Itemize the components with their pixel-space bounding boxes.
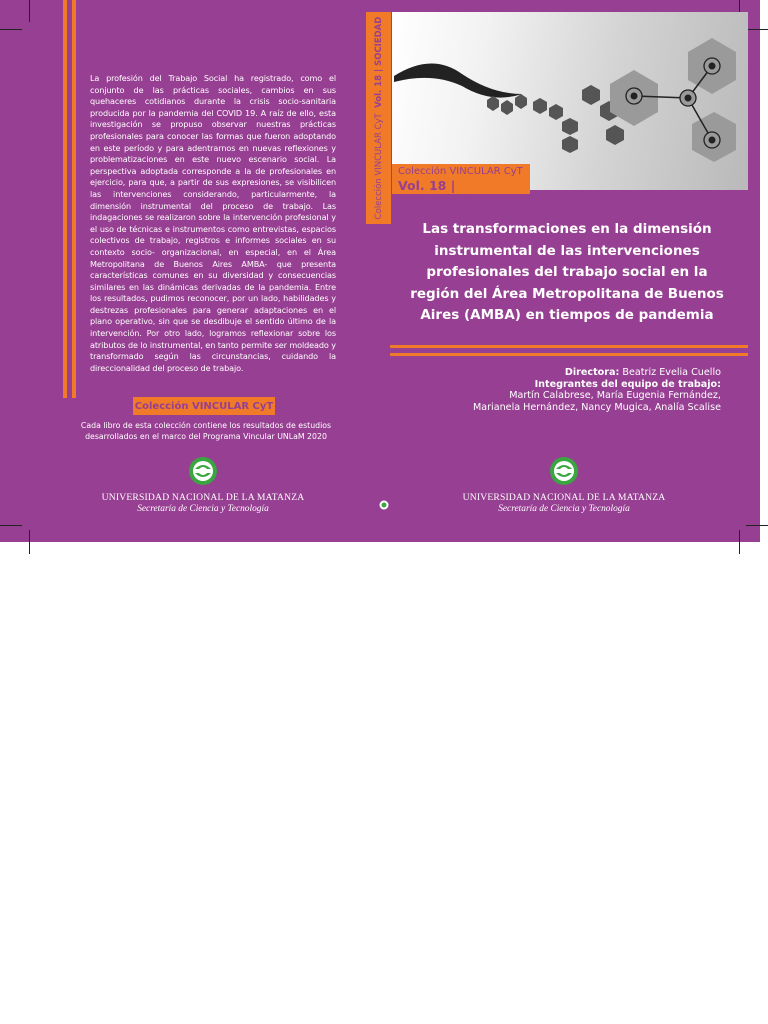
university-name: UNIVERSIDAD NACIONAL DE LA MATANZA bbox=[462, 492, 666, 503]
team-label: Integrantes del equipo de trabajo: bbox=[534, 378, 721, 390]
spine-volume: Vol. 18 | SOCIEDAD bbox=[374, 16, 384, 108]
crop-mark bbox=[29, 530, 30, 554]
title-line: Aires (AMBA) en tiempos de pandemia bbox=[420, 307, 714, 323]
orange-stripe bbox=[72, 0, 76, 398]
team-members-line: Marianela Hernández, Nancy Mugica, Analía Scalise bbox=[472, 402, 721, 414]
title-line: profesionales del trabajo social en la bbox=[426, 264, 708, 280]
crop-mark bbox=[0, 29, 22, 30]
bleed-strip bbox=[0, 0, 8, 542]
team-members-line: Martín Calabrese, María Eugenia Fernández, bbox=[509, 390, 721, 402]
title-line: región del Área Metropolitana de Buenos bbox=[410, 285, 724, 302]
volume-badge-volume: Vol. 18 | SOCIEDAD bbox=[398, 178, 471, 208]
crop-mark bbox=[746, 525, 768, 526]
director-label: Directora: bbox=[564, 367, 620, 378]
collection-description-line: Cada libro de esta colección contiene los resultados de estudios bbox=[80, 421, 332, 430]
director-name: Beatriz Evelia Cuello bbox=[622, 367, 721, 378]
spine-text bbox=[374, 17, 384, 220]
collection-badge: Colección VINCULAR CyT bbox=[133, 397, 275, 415]
title-line: Las transformaciones en la dimensión bbox=[422, 221, 712, 237]
crop-mark bbox=[0, 525, 22, 526]
university-logo-icon bbox=[188, 456, 218, 486]
book-title bbox=[402, 219, 732, 327]
volume-badge bbox=[392, 164, 530, 208]
collection-description bbox=[66, 421, 346, 442]
volume-badge-collection: Colección VINCULAR CyT bbox=[398, 166, 523, 177]
university-name: UNIVERSIDAD NACIONAL DE LA MATANZA bbox=[101, 492, 305, 503]
orange-stripe bbox=[63, 0, 67, 398]
university-logo-icon bbox=[549, 456, 579, 486]
crop-mark bbox=[29, 0, 30, 22]
spine-collection: Colección VINCULAR CyT bbox=[374, 113, 384, 220]
title-line: instrumental de las intervenciones bbox=[434, 242, 700, 259]
spine-logo-icon bbox=[379, 500, 389, 510]
secretariat-name: Secretaría de Ciencia y Tecnología bbox=[498, 504, 630, 514]
credits bbox=[381, 367, 721, 414]
director-line bbox=[381, 367, 721, 379]
collection-description-line: desarrollados en el marco del Programa Vincular UNLaM 2020 bbox=[85, 431, 327, 441]
secretariat-name: Secretaría de Ciencia y Tecnología bbox=[137, 504, 269, 514]
back-cover-summary: La profesión del Trabajo Social ha registrado, como el conjunto de las prácticas sociales, cambios en sus quehaceres cotidianos durante la crisis socio-sanitaria producida por la pandemia del COVID 19. A raíz de ello, esta investigación se propuso observar nuestras prácticas profesionales para conocer las formas que fueron adoptando en este período y para adentrarnos en nuevas reflexiones y problematizaciones en este nuevo escenario social. La perspectiva adoptada corresponde a la de profesionales en ejercicio, para que, a partir de sus expresiones, se visibilicen las intervenciones considerando, particularmente, la dimensión instrumental del proceso de trabajo. Las indagaciones se realizaron sobre la intervención profesional y el uso de técnicas e instrumentos como entrevistas, espacios colectivos de trabajo, registros e informes sociales en su contexto socio- organizacional, en especial, en el Área Metropolitana de Buenos Aires AMBA- que presenta características comunes en su diversidad y consecuencias similares en las dinámicas derivadas de la pandemia. Entre los resultados, pudimos reconocer, por un lado, habilidades y destrezas profesionales para generar adaptaciones en el plano operativo, sin que se desdibuje el sentido último de la intervención. Por otro lado, logramos reflexionar sobre los atributos de lo instrumental, en tanto permite ser moldeado y transformado según las circunstancias, cuidando la direccionalidad del proceso de trabajo. bbox=[90, 73, 336, 373]
crop-mark bbox=[746, 29, 768, 30]
crop-mark bbox=[739, 530, 740, 554]
orange-divider bbox=[390, 345, 748, 348]
orange-divider bbox=[390, 353, 748, 356]
